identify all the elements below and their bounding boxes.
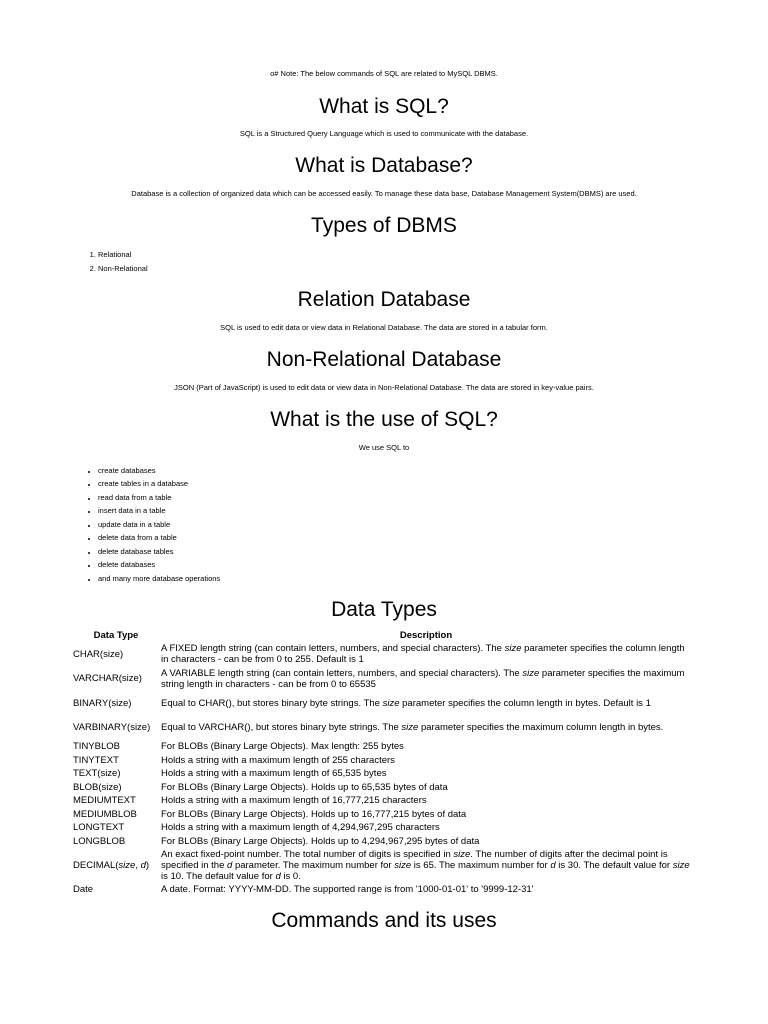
data-type-cell: LONGBLOB xyxy=(73,835,126,847)
table-row xyxy=(72,781,692,795)
table-row xyxy=(72,691,692,716)
description-cell: A date. Format: YYYY-MM-DD. The supported range is from '1000-01-01' to '9999-12-31' xyxy=(161,884,534,896)
table-row xyxy=(72,767,692,781)
description-cell: Holds a string with a maximum length of 4,294,967,295 characters xyxy=(161,822,440,834)
data-type-cell: TINYBLOB xyxy=(73,741,120,753)
table-row xyxy=(72,821,692,835)
description-cell: A VARIABLE length string (can contain letters, numbers, and special characters). The size parameter specifies the maximum string length in characters - can be from 0 to 65535 xyxy=(161,667,685,690)
list-item: • delete data from a table xyxy=(98,531,220,544)
data-type-cell: Date xyxy=(73,884,94,896)
list-item: • read data from a table xyxy=(98,491,220,504)
table-row xyxy=(72,883,692,897)
list-item: • create databases xyxy=(98,464,220,477)
heading-relation-database: Relation Database xyxy=(297,288,471,311)
description-cell: For BLOBs (Binary Large Objects). Holds up to 4,294,967,295 bytes of data xyxy=(161,835,480,847)
data-type-cell: TEXT(size) xyxy=(73,768,121,780)
column-header-data-type: Data Type xyxy=(93,629,139,641)
text-non-relational-database: JSON (Part of JavaScript) is used to edit data or view data in Non-Relational Database. The data are stored in key-value pairs. xyxy=(174,383,594,392)
table-row xyxy=(72,835,692,849)
list-item: 2. Non-Relational xyxy=(98,262,148,276)
description-cell: A FIXED length string (can contain letters, numbers, and special characters). The size parameter specifies the column length in characters - can be from 0 to 255. Default is 1 xyxy=(161,643,685,666)
mysql-note: o# Note: The below commands of SQL are related to MySQL DBMS. xyxy=(270,69,498,78)
description-cell: Holds a string with a maximum length of 16,777,215 characters xyxy=(161,795,427,807)
heading-types-of-dbms: Types of DBMS xyxy=(311,214,457,237)
heading-data-types: Data Types xyxy=(331,598,437,621)
data-type-cell: VARCHAR(size) xyxy=(73,673,142,685)
list-item: 1. Relational xyxy=(98,248,148,262)
table-row xyxy=(72,848,692,883)
description-cell: Holds a string with a maximum length of 255 characters xyxy=(161,754,395,766)
dbms-types-list xyxy=(70,248,148,275)
description-cell: Equal to VARCHAR(), but stores binary byte strings. The size parameter specifies the maximum column length in bytes. xyxy=(161,722,664,734)
description-cell: Equal to CHAR(), but stores binary byte strings. The size parameter specifies the column length in bytes. Default is 1 xyxy=(161,697,651,709)
data-type-cell: BINARY(size) xyxy=(73,697,132,709)
table-row xyxy=(72,642,692,667)
description-cell: An exact fixed-point number. The total number of digits is specified in size. The number of digits after the decimal point is specified in the d parameter. The maximum number for size is 65. The maximum number for d is 30. The default value for size is 10. The default value for d is 0. xyxy=(161,849,690,882)
data-type-cell: LONGTEXT xyxy=(73,822,125,834)
text-what-is-sql: SQL is a Structured Query Language which is used to communicate with the database. xyxy=(239,129,529,138)
description-cell: For BLOBs (Binary Large Objects). Holds up to 65,535 bytes of data xyxy=(161,781,448,793)
data-type-cell: MEDIUMBLOB xyxy=(73,808,137,820)
table-row xyxy=(72,740,692,754)
data-type-cell: VARBINARY(size) xyxy=(73,722,151,734)
data-type-cell: TINYTEXT xyxy=(73,754,119,766)
table-row xyxy=(72,808,692,822)
list-item: • update data in a table xyxy=(98,518,220,531)
list-item: • delete database tables xyxy=(98,545,220,558)
list-item: • and many more database operations xyxy=(98,572,220,585)
list-item: • insert data in a table xyxy=(98,504,220,517)
heading-what-is-sql: What is SQL? xyxy=(319,95,449,118)
data-types-table xyxy=(72,628,692,897)
heading-commands-and-uses: Commands and its uses xyxy=(271,909,497,932)
table-row xyxy=(72,716,692,741)
text-use-of-sql: We use SQL to xyxy=(358,443,410,452)
table-row xyxy=(72,794,692,808)
heading-non-relational-database: Non-Relational Database xyxy=(266,348,502,371)
data-type-cell: DECIMAL(size, d) xyxy=(73,860,150,871)
list-item: • delete databases xyxy=(98,558,220,571)
column-header-description: Description xyxy=(399,629,453,641)
table-header-row xyxy=(72,628,692,642)
data-type-cell: BLOB(size) xyxy=(73,781,122,793)
table-row xyxy=(72,667,692,692)
heading-what-is-database: What is Database? xyxy=(295,154,473,177)
text-what-is-database: Database is a collection of organized data which can be accessed easily. To manage these data base, Database Management System(DBMS) are used. xyxy=(131,189,637,198)
text-relation-database: SQL is used to edit data or view data in Relational Database. The data are stored in a tabular form. xyxy=(220,323,548,332)
description-cell: For BLOBs (Binary Large Objects). Max length: 255 bytes xyxy=(161,741,404,753)
description-cell: Holds a string with a maximum length of 65,535 bytes xyxy=(161,768,387,780)
heading-use-of-sql: What is the use of SQL? xyxy=(270,408,498,431)
table-row xyxy=(72,754,692,768)
list-item: • create tables in a database xyxy=(98,477,220,490)
description-cell: For BLOBs (Binary Large Objects). Holds up to 16,777,215 bytes of data xyxy=(161,808,467,820)
data-type-cell: CHAR(size) xyxy=(73,648,124,660)
data-type-cell: MEDIUMTEXT xyxy=(73,795,136,807)
sql-uses-list xyxy=(70,464,220,585)
